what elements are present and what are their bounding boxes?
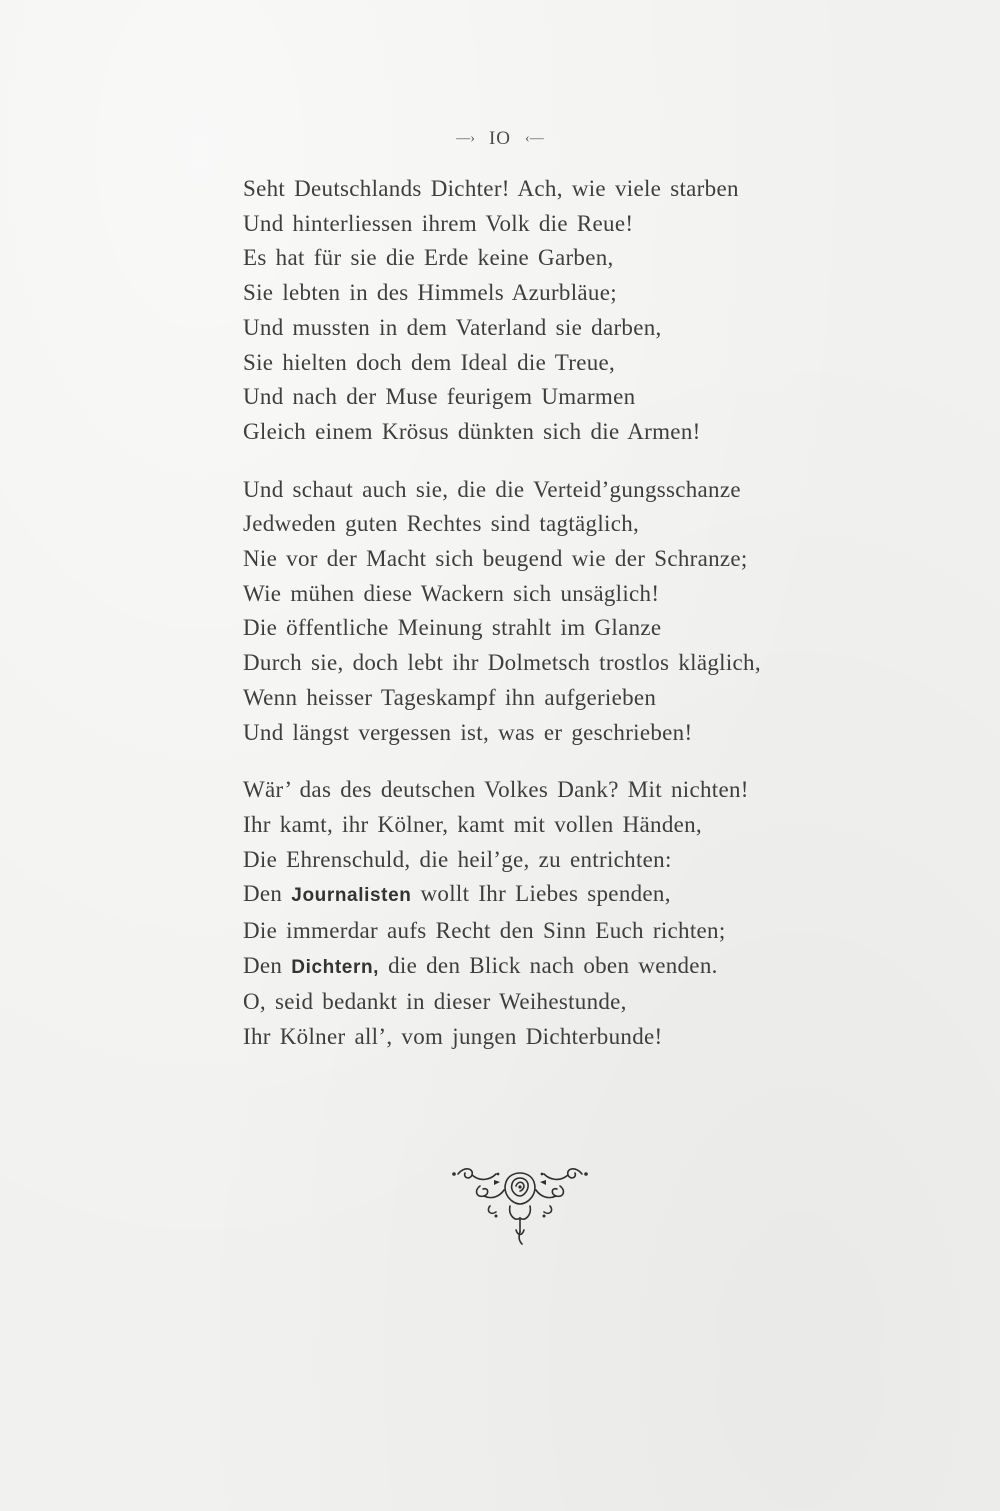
stanza-2 [243, 473, 883, 751]
poem-line: Und mussten in dem Vaterland sie darben, [243, 314, 662, 340]
poem-line: Wie mühen diese Wackern sich unsäglich! [243, 580, 660, 606]
poem-line: Nie vor der Macht sich beugend wie der Schranze; [243, 546, 748, 572]
poem-line: Und längst vergessen ist, was er geschrieben! [243, 719, 693, 745]
poem-line: Es hat für sie die Erde keine Garben, [243, 245, 614, 271]
line-text: Den [243, 952, 292, 978]
emphasized-word-dichtern: Dichtern, [291, 956, 380, 978]
poem-line: Sie hielten doch dem Ideal die Treue, [243, 349, 616, 375]
poem-line: Und nach der Muse feurigem Umarmen [243, 384, 636, 410]
poem-line: Ihr kamt, ihr Kölner, kamt mit vollen Händen, [243, 811, 702, 837]
stanza-1 [243, 172, 883, 450]
poem-line: O, seid bedankt in dieser Weihestunde, [243, 989, 627, 1015]
stanza-3 [243, 773, 883, 1055]
header-right-ornament: ‹— [525, 131, 544, 146]
poem-line: Und schaut auch sie, die die Verteid’gungsschanze [243, 476, 741, 502]
poem-line: Durch sie, doch lebt ihr Dolmetsch trostlos kläglich, [243, 650, 761, 676]
page-number: IO [488, 128, 512, 149]
poem-line: Jedweden guten Rechtes sind tagtäglich, [243, 511, 640, 537]
floral-vignette-icon [450, 1160, 590, 1245]
line-text: Den [243, 881, 292, 907]
poem-line: Gleich einem Krösus dünkten sich die Armen! [243, 418, 701, 444]
poem-line: Und hinterliessen ihrem Volk die Reue! [243, 210, 634, 236]
line-text: wollt Ihr Liebes spenden, [411, 881, 671, 907]
poem-line-emphasis [243, 949, 883, 986]
emphasized-word-journalisten: Journalisten [291, 885, 412, 907]
header-left-ornament: —› [456, 131, 475, 146]
poem-line: Die Ehrenschuld, die heil’ge, zu entrichten: [243, 846, 672, 872]
poem-line: Wär’ das des deutschen Volkes Dank? Mit nichten! [243, 777, 749, 803]
poem-line: Ihr Kölner all’, vom jungen Dichterbunde! [243, 1024, 663, 1050]
page-header [0, 128, 1000, 150]
poem-line: Seht Deutschlands Dichter! Ach, wie viele starben [243, 176, 739, 201]
poem-line: Wenn heisser Tageskampf ihn aufgerieben [243, 684, 657, 710]
poem-line: Die immerdar aufs Recht den Sinn Euch richten; [243, 918, 726, 944]
poem [243, 172, 883, 1078]
poem-line-emphasis [243, 877, 883, 914]
poem-line: Sie lebten in des Himmels Azurbläue; [243, 280, 617, 306]
line-text: die den Blick nach oben wenden. [379, 952, 718, 978]
poem-line: Die öffentliche Meinung strahlt im Glanze [243, 615, 662, 641]
